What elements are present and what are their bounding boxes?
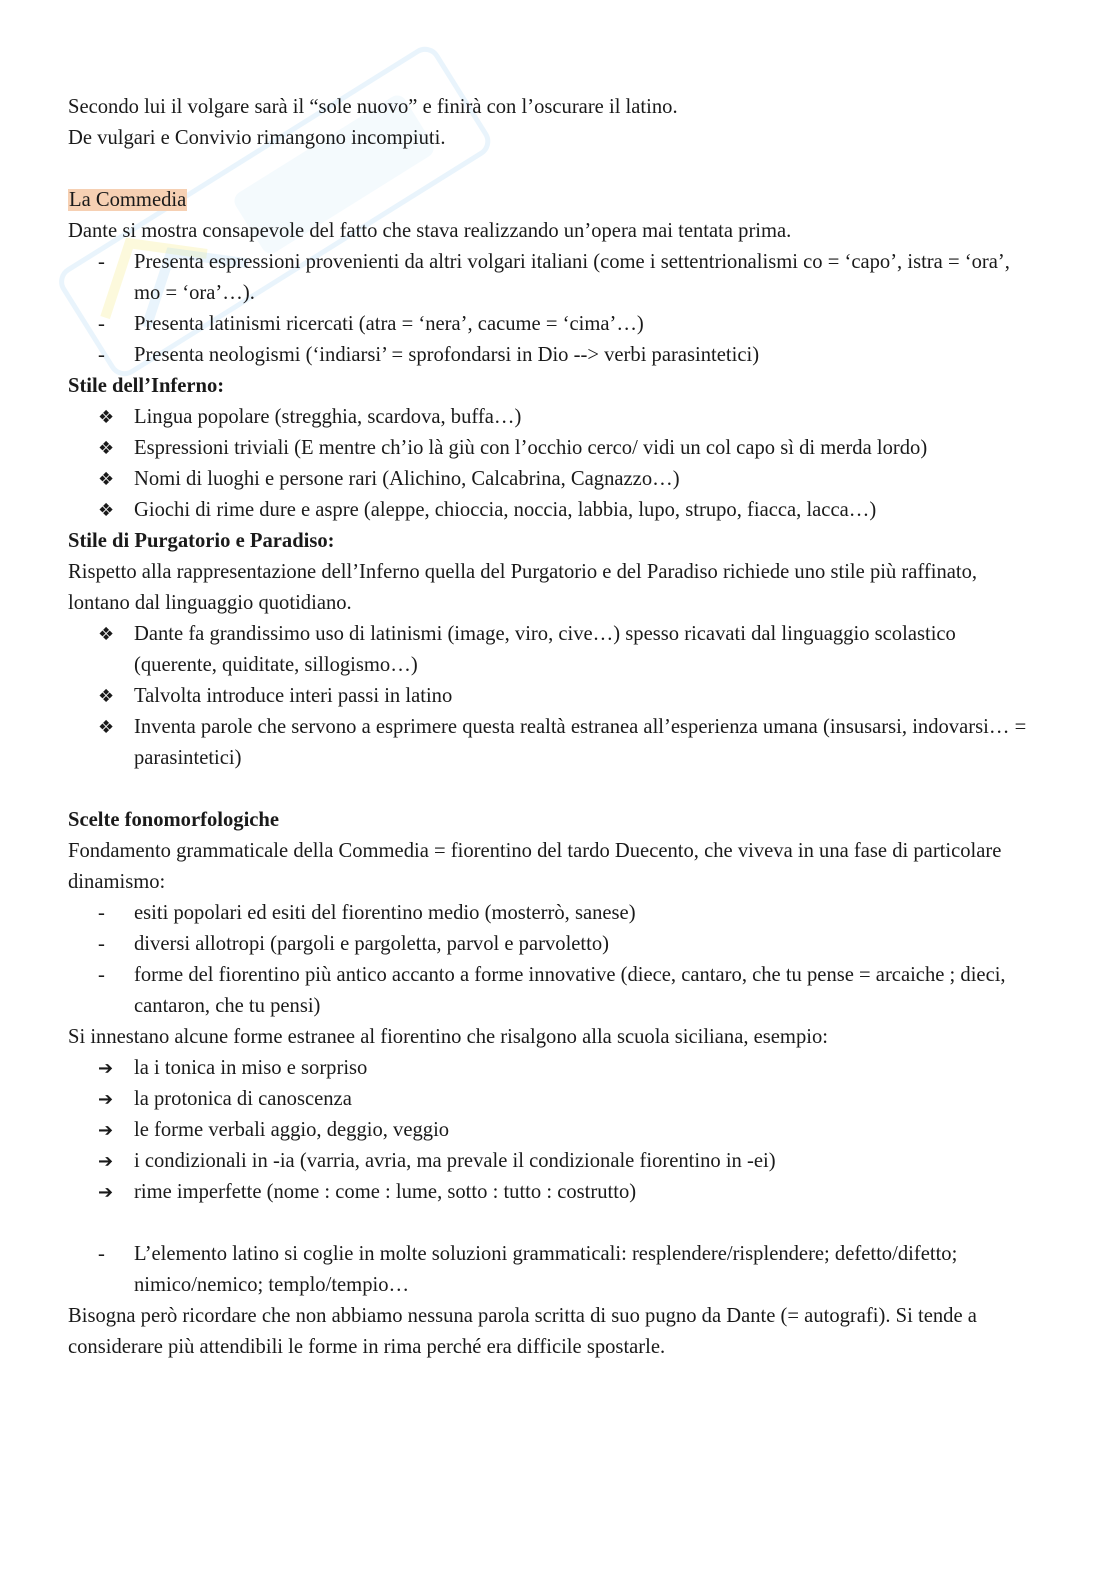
list-item-text: la i tonica in miso e sorpriso — [134, 1057, 368, 1079]
diamond-bullet-icon: ❖ — [98, 686, 115, 707]
paragraph-rispetto: Rispetto alla rappresentazione dell’Inferno quella del Purgatorio e del Paradiso richiede uno stile più raffinato, lontano dal linguaggio quotidiano. — [68, 561, 978, 614]
list-item-text: i condizionali in -ia (varria, avria, ma prevale il condizionale fiorentino in -ei) — [134, 1150, 776, 1172]
list-item — [68, 1084, 1038, 1115]
dash-marker: - — [98, 964, 105, 986]
paragraph-autografi: Bisogna però ricordare che non abbiamo nessuna parola scritta di suo pugno da Dante (= autografi). Si tende a considerare più attendibili le forme in rima perché era difficile spostarle. — [68, 1305, 977, 1358]
list-siciliana — [68, 1053, 1038, 1208]
dash-marker: - — [98, 1243, 105, 1265]
paragraph-fondamento: Fondamento grammaticale della Commedia = fiorentino del tardo Duecento, che viveva in una fase di particolare dinamismo: — [68, 840, 1002, 893]
list-item-text: Talvolta introduce interi passi in latino — [134, 685, 453, 707]
heading-la-commedia — [68, 185, 1038, 216]
arrow-bullet-icon: ➔ — [98, 1058, 114, 1079]
list-elemento-latino — [68, 1239, 1038, 1301]
list-item — [68, 681, 1038, 712]
list-item — [68, 464, 1038, 495]
list-item-text: Giochi di rime dure e aspre (aleppe, chioccia, noccia, labbia, lupo, strupo, fiacca, lacca…) — [134, 499, 877, 521]
list-purgatorio — [68, 619, 1038, 774]
list-inferno — [68, 402, 1038, 526]
list-item-text: Espressioni triviali (E mentre ch’io là giù con l’occhio cerco/ vidi un col capo sì di merda lordo) — [134, 437, 928, 459]
list-item-text: le forme verbali aggio, deggio, veggio — [134, 1119, 450, 1141]
list-item-text: Presenta latinismi ricercati (atra = ‘nera’, cacume = ‘cima’…) — [134, 313, 644, 335]
diamond-bullet-icon: ❖ — [98, 500, 115, 521]
diamond-bullet-icon: ❖ — [98, 438, 115, 459]
list-item-text: la protonica di canoscenza — [134, 1088, 352, 1110]
list-item — [68, 1115, 1038, 1146]
paragraph-incompiuti: De vulgari e Convivio rimangono incompiuti. — [68, 127, 446, 149]
document-page — [68, 92, 1038, 1363]
list-item — [68, 402, 1038, 433]
dash-marker: - — [98, 933, 105, 955]
list-item-text: rime imperfette (nome : come : lume, sotto : tutto : costrutto) — [134, 1181, 637, 1203]
list-item — [68, 340, 1038, 371]
heading-stile-inferno: Stile dell’Inferno: — [68, 375, 225, 397]
arrow-bullet-icon: ➔ — [98, 1182, 114, 1203]
list-item-text: Presenta espressioni provenienti da altri volgari italiani (come i settentrionalismi co = ‘capo’, istra = ‘ora’, mo = ‘ora’…). — [134, 251, 1010, 304]
list-item — [68, 929, 1038, 960]
list-item-text: esiti popolari ed esiti del fiorentino medio (mosterrò, sanese) — [134, 902, 636, 924]
list-item-text: Lingua popolare (stregghia, scardova, buffa…) — [134, 406, 522, 428]
paragraph-si-innestano: Si innestano alcune forme estranee al fiorentino che risalgono alla scuola siciliana, esempio: — [68, 1026, 828, 1048]
list-item-text: L’elemento latino si coglie in molte soluzioni grammaticali: resplendere/risplendere; defetto/difetto; nimico/nemico; templo/tempio… — [134, 1243, 958, 1296]
diamond-bullet-icon: ❖ — [98, 407, 115, 428]
paragraph-sole-nuovo: Secondo lui il volgare sarà il “sole nuovo” e finirà con l’oscurare il latino. — [68, 96, 678, 118]
diamond-bullet-icon: ❖ — [98, 624, 115, 645]
diamond-bullet-icon: ❖ — [98, 717, 115, 738]
arrow-bullet-icon: ➔ — [98, 1089, 114, 1110]
list-item — [68, 309, 1038, 340]
list-item-text: Presenta neologismi (‘indiarsi’ = sprofondarsi in Dio --> verbi parasintetici) — [134, 344, 760, 366]
list-item-text: Inventa parole che servono a esprimere questa realtà estranea all’esperienza umana (insusarsi, indovarsi… = parasintetici) — [134, 716, 1027, 769]
dash-marker: - — [98, 902, 105, 924]
list-item — [68, 247, 1038, 309]
list-item-text: Nomi di luoghi e persone rari (Alichino, Calcabrina, Cagnazzo…) — [134, 468, 680, 490]
list-item-text: forme del fiorentino più antico accanto a forme innovative (diece, cantaro, che tu pense = arcaiche ; dieci, cantaron, che tu pensi) — [134, 964, 1006, 1017]
arrow-bullet-icon: ➔ — [98, 1151, 114, 1172]
list-item-text: diversi allotropi (pargoli e pargoletta, parvol e parvoletto) — [134, 933, 610, 955]
heading-stile-purgatorio: Stile di Purgatorio e Paradiso: — [68, 530, 335, 552]
list-item — [68, 433, 1038, 464]
heading-la-commedia-text: La Commedia — [69, 189, 187, 211]
list-item — [68, 898, 1038, 929]
dash-marker: - — [98, 344, 105, 366]
list-item — [68, 960, 1038, 1022]
arrow-bullet-icon: ➔ — [98, 1120, 114, 1141]
paragraph-consapevole: Dante si mostra consapevole del fatto che stava realizzando un’opera mai tentata prima. — [68, 220, 792, 242]
diamond-bullet-icon: ❖ — [98, 469, 115, 490]
dash-marker: - — [98, 251, 105, 273]
list-espressioni — [68, 247, 1038, 371]
list-fiorentino — [68, 898, 1038, 1022]
list-item — [68, 1053, 1038, 1084]
list-item — [68, 1146, 1038, 1177]
list-item — [68, 1239, 1038, 1301]
list-item — [68, 619, 1038, 681]
heading-scelte-fonomorfologiche: Scelte fonomorfologiche — [68, 809, 280, 831]
dash-marker: - — [98, 313, 105, 335]
list-item-text: Dante fa grandissimo uso di latinismi (image, viro, cive…) spesso ricavati dal linguaggio scolastico (querente, quiditate, sillogismo…) — [134, 623, 956, 676]
list-item — [68, 712, 1038, 774]
list-item — [68, 1177, 1038, 1208]
list-item — [68, 495, 1038, 526]
